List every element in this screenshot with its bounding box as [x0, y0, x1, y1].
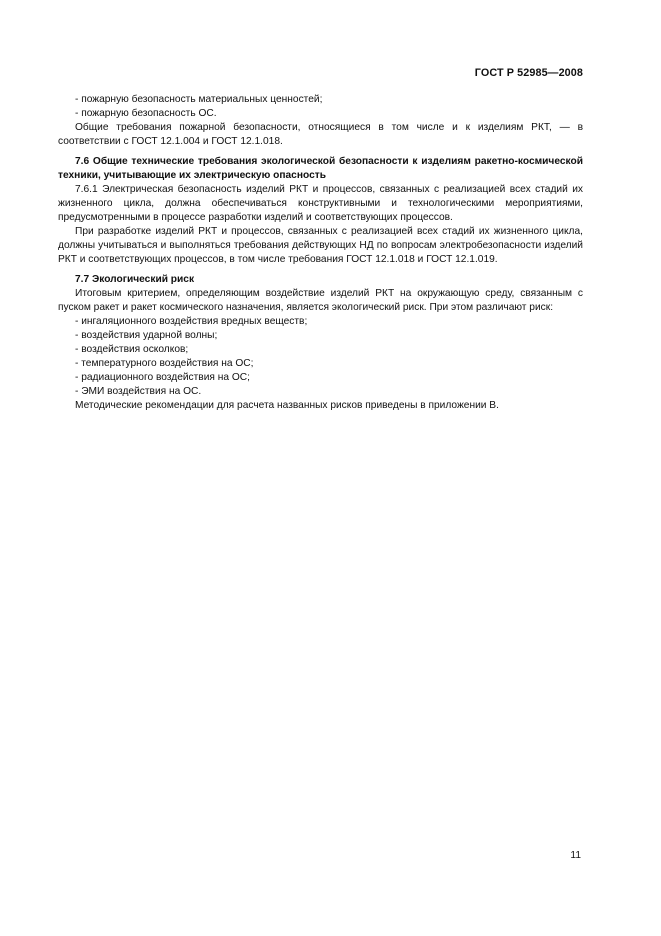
page-body — [58, 93, 583, 413]
paragraph: При разработке изделий РКТ и процессов, связанных с реализацией всех стадий их жизненного цикла, должны учитываться и выполняться требования действующих НД по вопросам электробезопасности изделий РКТ и соответствующих процессов, в том числе требования ГОСТ 12.1.018 и ГОСТ 12.1.019. — [58, 226, 583, 265]
list-item: - пожарную безопасность материальных ценностей; — [75, 94, 323, 105]
list-item: - воздействия ударной волны; — [75, 330, 218, 341]
list-item: - воздействия осколков; — [75, 344, 189, 355]
list-item: - ЭМИ воздействия на ОС. — [75, 386, 202, 397]
list-item: - ингаляционного воздействия вредных веществ; — [75, 316, 308, 327]
section-heading-7-7: 7.7 Экологический риск — [75, 274, 195, 285]
list-item: - радиационного воздействия на ОС; — [75, 372, 250, 383]
page-number: 11 — [570, 850, 581, 861]
paragraph: Итоговым критерием, определяющим воздействие изделий РКТ на окружающую среду, связанным с пуском ракет и ракет космического назначения, является экологический риск. При этом различают риск: — [58, 288, 583, 313]
paragraph: Общие требования пожарной безопасности, относящиеся в том числе и к изделиям РКТ, — в соответствии с ГОСТ 12.1.004 и ГОСТ 12.1.018. — [58, 122, 583, 147]
paragraph: 7.6.1 Электрическая безопасность изделий РКТ и процессов, связанных с реализацией всех стадий их жизненного цикла, должна обеспечиваться конструктивными и технологическими мероприятиями, предусмотренными в процессе разработки изделий и соответствующих процессов. — [58, 184, 583, 223]
list-item: - пожарную безопасность ОС. — [75, 108, 217, 119]
standard-designation: ГОСТ Р 52985—2008 — [474, 67, 583, 79]
list-item: - температурного воздействия на ОС; — [75, 358, 254, 369]
paragraph: Методические рекомендации для расчета названных рисков приведены в приложении В. — [75, 400, 499, 411]
section-heading-7-6: 7.6 Общие технические требования экологической безопасности к изделиям ракетно-космической техники, учитывающие их электрическую опасность — [58, 156, 583, 181]
